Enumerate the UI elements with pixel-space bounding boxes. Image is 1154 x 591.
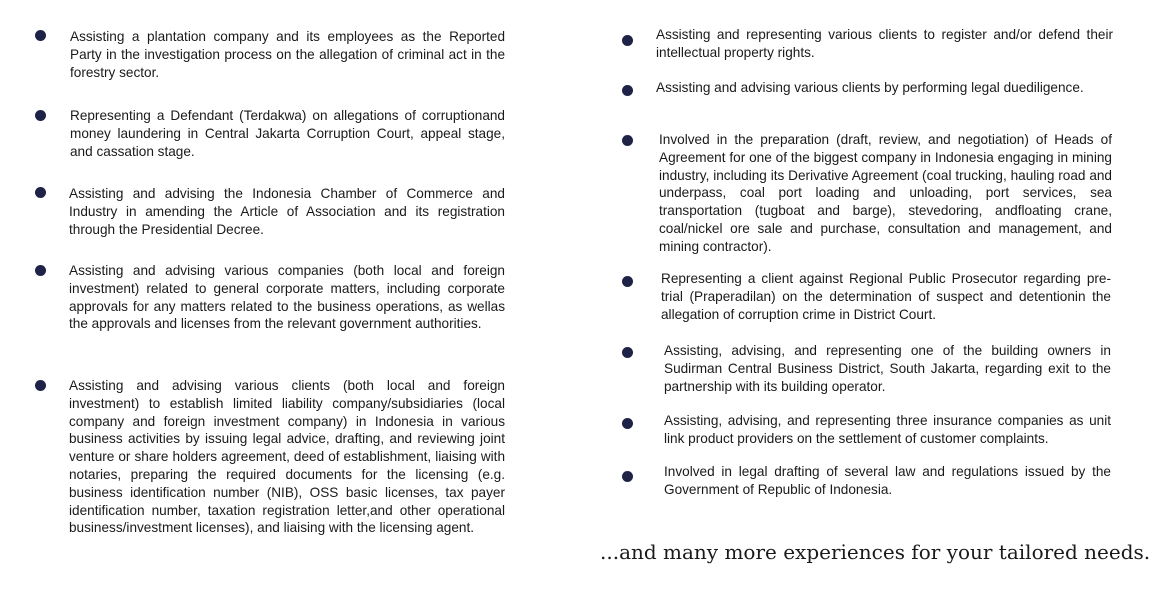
experience-item: Involved in the preparation (draft, review, and negotiation) of Heads of Agreement for one of the biggest company in Indonesia engaging in mining industry, including its Derivative Agreement (coal trucking, hauling road and underpass, coal port loading and unloading, port services, sea transportation (tugboat and barge), stevedoring, andfloating crane, coal/nickel ore sale and purchase, consultation and management, and mining contractor). xyxy=(659,132,1112,254)
experience-item: Assisting and representing various clients to register and/or defend their intellectual property rights. xyxy=(656,27,1113,60)
bullet-icon xyxy=(35,380,46,391)
bullet-icon xyxy=(35,265,46,276)
bullet-icon xyxy=(622,471,633,482)
experience-item: Representing a client against Regional Public Prosecutor regarding pre-trial (Praperadilan) on the determination of suspect and detentionin the allegation of corruption crime in District Court. xyxy=(661,271,1111,322)
bullet-icon xyxy=(35,110,46,121)
bullet-icon xyxy=(622,135,633,146)
bullet-icon xyxy=(622,347,633,358)
bullet-icon xyxy=(622,35,633,46)
tagline: ...and many more experiences for your tailored needs. xyxy=(600,540,1151,564)
experience-item: Assisting and advising various companies (both local and foreign investment) related to general corporate matters, including corporate approvals for any matters related to the business operations, as wellas the approvals and licenses from the relevant government authorities. xyxy=(69,263,505,332)
experience-item: Involved in legal drafting of several law and regulations issued by the Government of Republic of Indonesia. xyxy=(664,464,1111,497)
experience-item: Assisting and advising various clients (both local and foreign investment) to establish limited liability company/subsidiaries (local company and foreign investment company) in Indonesia in various business activities by issuing legal advice, drafting, and reviewing joint venture or share holders agreement, deed of establishment, liaising with notaries, preparing the required documents for the licensing (e.g. business identification number (NIB), OSS basic licenses, tax payer identification number, taxation registration letter,and other operational business/investment licenses), and liaising with the licensing agent. xyxy=(69,378,505,536)
bullet-icon xyxy=(622,276,633,287)
bullet-icon xyxy=(622,418,633,429)
experience-item: Assisting and advising various clients by performing legal duediligence. xyxy=(656,80,1084,95)
bullet-icon xyxy=(622,85,633,96)
experience-item: Assisting, advising, and representing three insurance companies as unit link product providers on the settlement of customer complaints. xyxy=(664,413,1111,446)
experience-item: Assisting a plantation company and its employees as the Reported Party in the investigation process on the allegation of criminal act in the forestry sector. xyxy=(70,29,505,80)
bullet-icon xyxy=(35,187,46,198)
bullet-icon xyxy=(35,30,46,41)
experience-item: Representing a Defendant (Terdakwa) on allegations of corruptionand money laundering in Central Jakarta Corruption Court, appeal stage, and cassation stage. xyxy=(70,108,505,159)
experience-item: Assisting, advising, and representing one of the building owners in Sudirman Central Business District, South Jakarta, regarding exit to the partnership with its building operator. xyxy=(664,343,1111,394)
experience-item: Assisting and advising the Indonesia Chamber of Commerce and Industry in amending the Article of Association and its registration through the Presidential Decree. xyxy=(69,186,505,237)
